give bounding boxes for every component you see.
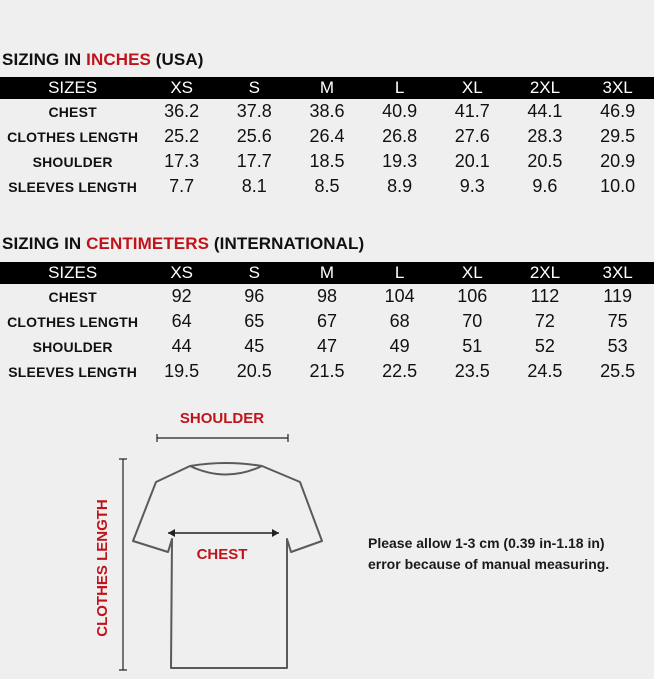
table-cell: 75 (607, 311, 628, 331)
row-label: SLEEVES LENGTH (8, 178, 138, 195)
table-cell: 112 (530, 286, 560, 306)
table-cell: 25.5 (600, 361, 636, 381)
header-cell: L (394, 78, 405, 97)
table-cell: 104 (384, 286, 415, 306)
header-cell: M (319, 263, 335, 282)
header-cell: SIZES (48, 78, 98, 97)
row-label: SHOULDER (32, 153, 113, 170)
table-cell: 27.6 (454, 126, 490, 146)
table-cell: 119 (603, 286, 632, 306)
table-cell: 47 (316, 336, 337, 356)
header-cell: 3XL (602, 78, 633, 97)
table-row (0, 99, 654, 124)
table-cell: 26.8 (382, 126, 418, 146)
chest-label: CHEST (196, 546, 248, 563)
chest-arrow-left (168, 529, 175, 537)
row-label: CLOTHES LENGTH (7, 313, 139, 330)
table-cell: 36.2 (164, 101, 200, 121)
table-cell: 20.5 (236, 361, 272, 381)
table-cell: 70 (462, 311, 483, 331)
table-cell: 51 (462, 336, 483, 356)
table-cell: 7.7 (169, 176, 195, 196)
table-cell: 68 (389, 311, 410, 331)
table-row (0, 284, 654, 309)
table-cell: 19.3 (382, 151, 418, 171)
header-cell: XL (461, 78, 483, 97)
inches-title-suffix: (USA) (150, 50, 204, 69)
table-cell: 37.8 (236, 101, 272, 121)
table-cell: 98 (316, 286, 337, 306)
table-cell: 25.6 (236, 126, 272, 146)
table-cell: 20.1 (454, 151, 490, 171)
cm-title-suffix: (INTERNATIONAL) (209, 234, 365, 253)
inches-title-prefix: SIZING IN (2, 50, 87, 69)
centimeters-section-title (2, 234, 364, 254)
header-cell: XS (170, 263, 193, 282)
table-cell: 38.6 (309, 101, 345, 121)
cm-title-highlight: CENTIMETERS (86, 234, 210, 253)
table-cell: 41.7 (454, 101, 490, 121)
header-cell: 2XL (529, 78, 561, 97)
table-header-row (0, 262, 654, 284)
row-label: CHEST (48, 288, 97, 305)
table-cell: 45 (244, 336, 265, 356)
header-cell: SIZES (48, 263, 98, 282)
table-cell: 40.9 (382, 101, 418, 121)
table-cell: 67 (316, 311, 337, 331)
table-cell: 17.3 (164, 151, 200, 171)
table-cell: 106 (457, 286, 488, 306)
note-line-2: error because of manual measuring. (368, 556, 610, 572)
table-cell: 44.1 (527, 101, 563, 121)
header-cell: XS (170, 78, 193, 97)
table-cell: 20.9 (600, 151, 636, 171)
header-cell: 3XL (602, 263, 633, 282)
table-cell: 44 (171, 336, 192, 356)
row-label: CHEST (48, 103, 97, 120)
inches-section-title (2, 50, 204, 70)
table-cell: 19.5 (164, 361, 200, 381)
table-cell: 64 (171, 311, 192, 331)
header-cell: XL (461, 263, 483, 282)
table-cell: 10.0 (600, 176, 636, 196)
table-cell: 49 (389, 336, 410, 356)
length-label: CLOTHES LENGTH (94, 499, 111, 637)
row-label: SHOULDER (32, 338, 113, 355)
table-row (0, 309, 654, 334)
tshirt-collar (190, 463, 262, 466)
table-cell: 53 (607, 336, 628, 356)
header-cell: 2XL (529, 263, 561, 282)
header-cell: S (248, 263, 260, 282)
table-cell: 20.5 (527, 151, 563, 171)
inches-title-highlight: INCHES (86, 50, 151, 69)
table-cell: 8.1 (241, 176, 267, 196)
table-cell: 9.6 (532, 176, 558, 196)
centimeters-size-table (0, 262, 654, 384)
header-cell: S (248, 78, 260, 97)
table-cell: 65 (244, 311, 265, 331)
shoulder-label: SHOULDER (179, 410, 265, 427)
table-cell: 96 (244, 286, 265, 306)
table-cell: 29.5 (600, 126, 636, 146)
tshirt-outline (133, 466, 322, 668)
table-row (0, 174, 654, 199)
table-cell: 26.4 (309, 126, 345, 146)
inches-size-table (0, 77, 654, 199)
table-cell: 9.3 (459, 176, 485, 196)
table-cell: 17.7 (236, 151, 272, 171)
row-label: SLEEVES LENGTH (8, 363, 138, 380)
table-cell: 8.5 (314, 176, 340, 196)
table-cell: 8.9 (387, 176, 413, 196)
table-cell: 23.5 (454, 361, 490, 381)
table-cell: 18.5 (309, 151, 345, 171)
table-cell: 24.5 (527, 361, 563, 381)
header-cell: L (394, 263, 405, 282)
table-cell: 72 (534, 311, 555, 331)
table-cell: 22.5 (382, 361, 418, 381)
table-row (0, 124, 654, 149)
table-cell: 25.2 (164, 126, 200, 146)
tshirt-measurement-diagram (0, 400, 360, 679)
table-cell: 21.5 (309, 361, 345, 381)
table-cell: 46.9 (600, 101, 636, 121)
table-cell: 28.3 (527, 126, 563, 146)
measurement-note (368, 533, 609, 575)
table-row (0, 359, 654, 384)
cm-title-prefix: SIZING IN (2, 234, 87, 253)
table-row (0, 334, 654, 359)
header-cell: M (319, 78, 335, 97)
table-header-row (0, 77, 654, 99)
row-label: CLOTHES LENGTH (7, 128, 139, 145)
note-line-1: Please allow 1-3 cm (0.39 in-1.18 in) (368, 535, 605, 551)
chest-arrow-right (272, 529, 279, 537)
table-cell: 92 (171, 286, 192, 306)
table-row (0, 149, 654, 174)
table-cell: 52 (534, 336, 555, 356)
